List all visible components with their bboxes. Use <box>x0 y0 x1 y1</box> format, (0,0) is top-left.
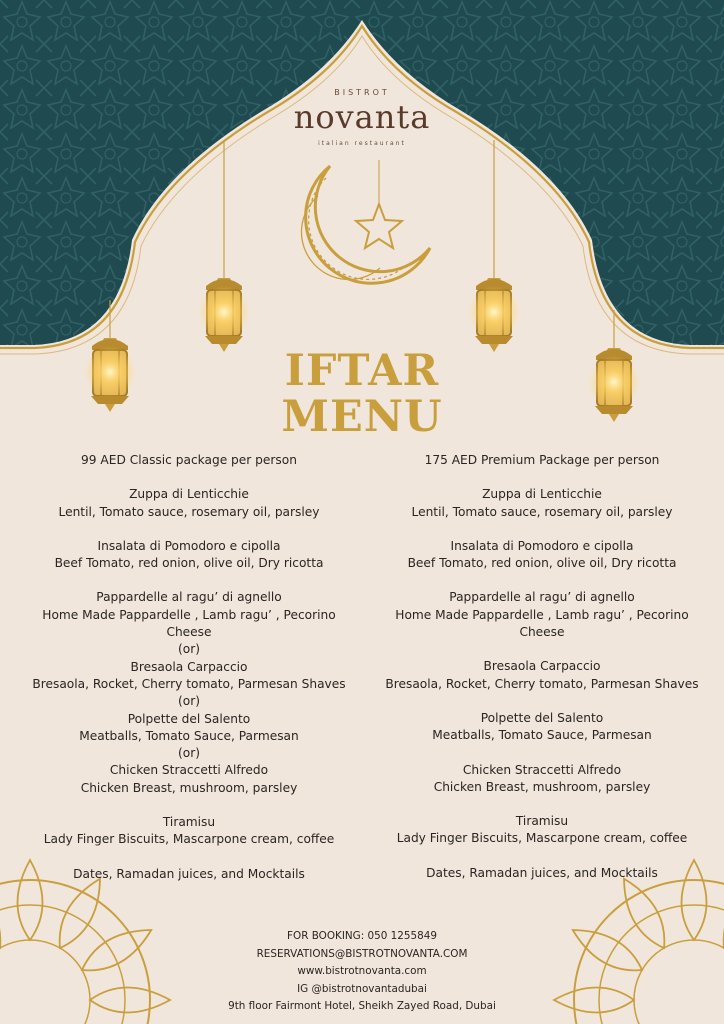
dish-description: Bresaola, Rocket, Cherry tomato, Parmesan Shaves <box>32 676 346 691</box>
dish-name: Bresaola Carpaccio <box>483 659 601 674</box>
premium-package-column <box>378 452 706 882</box>
dish-description: Home Made Pappardelle , Lamb ragu’ , Pecorino <box>42 607 336 622</box>
instagram-handle[interactable]: IG @bistrotnovantadubai <box>297 982 427 995</box>
contact-footer <box>0 928 724 1016</box>
or-separator: (or) <box>178 746 200 761</box>
star-icon <box>356 160 402 248</box>
brand-logo: novanta <box>293 98 431 136</box>
dish-name: Pappardelle al ragu’ di agnello <box>96 590 282 605</box>
dish-description: Lady Finger Biscuits, Mascarpone cream, coffee <box>396 831 688 846</box>
website-link[interactable]: www.bistrotnovanta.com <box>297 965 427 977</box>
dish-name: Zuppa di Lenticchie <box>482 487 602 502</box>
extras-line: Dates, Ramadan juices, and Mocktails <box>426 865 658 880</box>
or-separator: (or) <box>178 642 200 657</box>
package-heading: 175 AED Premium Package per person <box>424 453 660 467</box>
dish-name: Chicken Straccetti Alfredo <box>109 763 269 778</box>
dish-name: Insalata di Pomodoro e cipolla <box>450 538 634 553</box>
classic-package-column <box>20 452 358 883</box>
dish-description: Bresaola, Rocket, Cherry tomato, Parmesan Shaves <box>385 676 699 691</box>
dish-description: Chicken Breast, mushroom, parsley <box>80 780 298 795</box>
package-heading: 99 AED Classic package per person <box>81 453 297 467</box>
dish-name: Bresaola Carpaccio <box>130 659 248 674</box>
reservations-email[interactable]: RESERVATIONS@BISTROTNOVANTA.COM <box>256 947 468 960</box>
dish-name: Zuppa di Lenticchie <box>129 487 249 502</box>
dish-name: Polpette del Salento <box>127 711 251 726</box>
brand-top-label: BISTROT <box>334 88 390 97</box>
dish-description: Home Made Pappardelle , Lamb ragu’ , Pecorino <box>395 607 689 622</box>
dish-name: Pappardelle al ragu’ di agnello <box>449 590 635 605</box>
lantern-icon <box>198 240 250 352</box>
lantern-icon <box>468 240 520 352</box>
dish-description: Beef Tomato, red onion, olive oil, Dry ricotta <box>54 556 324 571</box>
brand-subtitle: italian restaurant <box>318 140 406 147</box>
dish-description: Lady Finger Biscuits, Mascarpone cream, coffee <box>43 832 335 847</box>
dish-name: Insalata di Pomodoro e cipolla <box>97 538 281 553</box>
dish-description: Chicken Breast, mushroom, parsley <box>433 779 651 794</box>
dish-description: Meatballs, Tomato Sauce, Parmesan <box>79 728 299 743</box>
pattern-header <box>0 0 724 345</box>
address: 9th floor Fairmont Hotel, Sheikh Zayed Road, Dubai <box>228 1000 496 1012</box>
dish-name: Polpette del Salento <box>480 710 604 725</box>
dish-description: Beef Tomato, red onion, olive oil, Dry ricotta <box>407 556 677 571</box>
dish-name: Tiramisu <box>162 815 216 830</box>
dish-name: Chicken Straccetti Alfredo <box>462 762 622 777</box>
booking-phone[interactable]: FOR BOOKING: 050 1255849 <box>287 930 437 942</box>
dish-description: Meatballs, Tomato Sauce, Parmesan <box>432 728 652 743</box>
page-title-line-2: MENU <box>281 392 443 442</box>
page-title-line-1: IFTAR <box>284 346 440 396</box>
dish-description: Cheese <box>166 625 212 640</box>
or-separator: (or) <box>178 694 200 709</box>
dish-description: Cheese <box>519 625 565 640</box>
extras-line: Dates, Ramadan juices, and Mocktails <box>73 866 305 881</box>
crescent-moon-icon <box>301 166 430 283</box>
dish-description: Lentil, Tomato sauce, rosemary oil, parsley <box>411 504 673 519</box>
dish-name: Tiramisu <box>515 814 569 829</box>
dish-description: Lentil, Tomato sauce, rosemary oil, parsley <box>58 504 320 519</box>
